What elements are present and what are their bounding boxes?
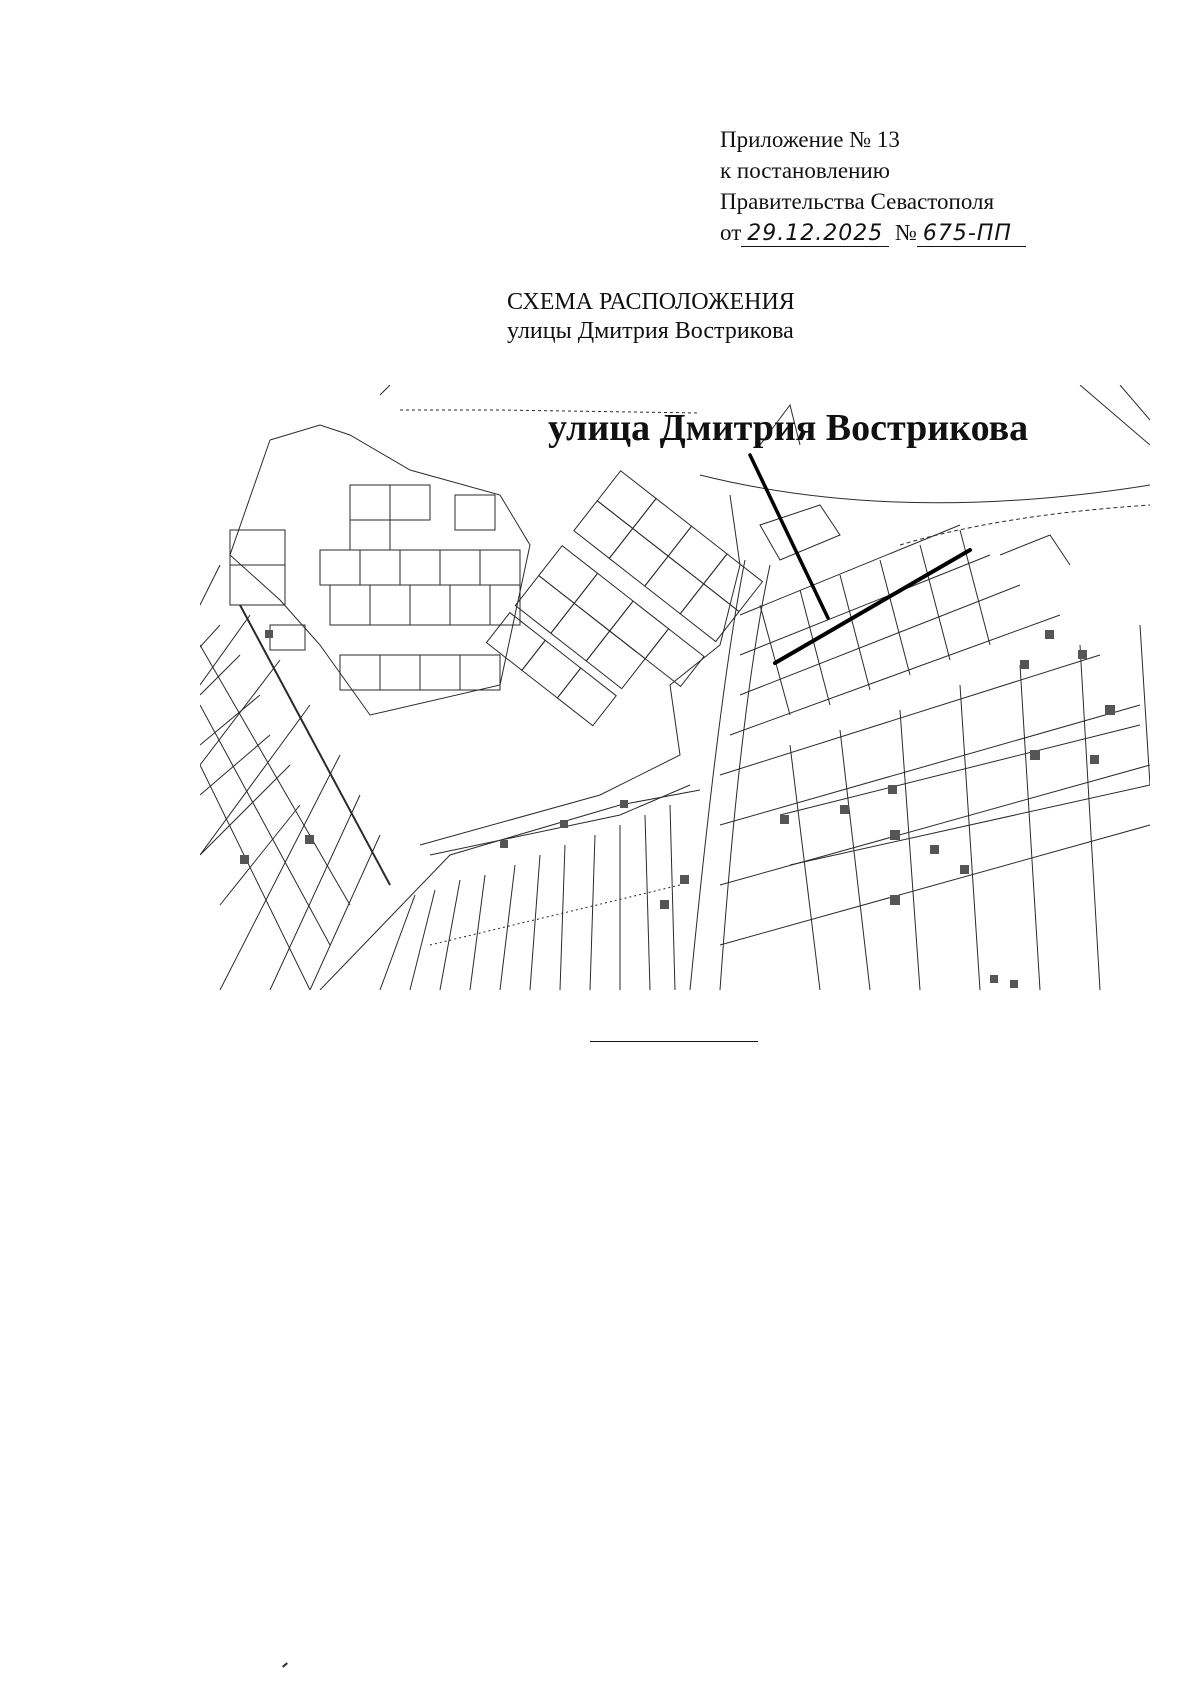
- left-lower-plots: [200, 565, 390, 990]
- label-leader-line: [750, 455, 828, 618]
- appendix-reference: к постановлению: [720, 158, 890, 183]
- appendix-number: Приложение № 13: [720, 127, 900, 152]
- central-road-edge: [420, 495, 740, 845]
- from-label: от: [720, 220, 742, 245]
- right-plots: [720, 505, 1150, 990]
- appendix-block: [720, 124, 1026, 248]
- handwritten-number: 675-ПП: [917, 222, 1026, 247]
- handwritten-date: 29.12.2025: [741, 222, 889, 247]
- map-street-label: улица Дмитрия Вострикова: [548, 407, 1029, 449]
- appendix-issuer: Правительства Севастополя: [720, 189, 995, 214]
- scan-mark: [282, 1662, 288, 1667]
- document-heading: [507, 288, 795, 346]
- closing-rule: [590, 1041, 758, 1042]
- scheme-title: СХЕМА РАСПОЛОЖЕНИЯ: [507, 289, 795, 315]
- appendix-date-line: [720, 217, 1026, 248]
- scheme-subtitle: улицы Дмитрия Вострикова: [507, 318, 794, 344]
- number-label: №: [894, 220, 917, 245]
- cadastral-map: [200, 385, 1150, 990]
- main-road: [690, 560, 770, 990]
